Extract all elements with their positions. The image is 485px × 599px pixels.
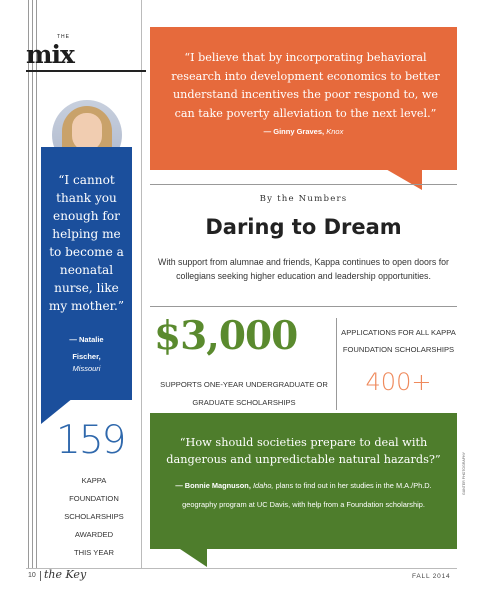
quote-top-text: “I believe that by incorporating behavioral research into development economics to better understand incentives the poor respond to, we can take poverty alleviation to the next level.” [171, 51, 440, 120]
scholarships-label-line: KAPPA [81, 476, 107, 485]
scholarships-label-line: SCHOLARSHIPS [64, 512, 124, 521]
page-number: 10 [28, 572, 36, 579]
scholarship-amount-label: SUPPORTS ONE-YEAR UNDERGRADUATE OR GRADUATE SCHOLARSHIPS [160, 380, 328, 407]
quote-box-side [41, 147, 132, 400]
scholarships-label-line: FOUNDATION [69, 494, 119, 503]
quote-bottom-location: Idaho, [252, 481, 274, 490]
quote-side-location: Missouri [72, 364, 101, 373]
scholarships-label-line: THIS YEAR [74, 548, 114, 557]
quote-top-name: — Ginny Graves, [263, 127, 325, 136]
stat-divider [336, 318, 337, 410]
quote-bottom-text: “How should societies prepare to deal with dangerous and unpredictable natural hazards?” [166, 436, 441, 466]
feature-title: Daring to Dream [205, 215, 402, 239]
issue-date: FALL 2014 [412, 573, 451, 580]
applications-label: APPLICATIONS FOR ALL KAPPA FOUNDATION SCHOLARSHIPS [341, 328, 456, 354]
quote-box-top [150, 27, 457, 170]
magazine-logo: the Key [44, 568, 87, 581]
footer-rule [26, 568, 457, 569]
scholarships-count: 159 [56, 418, 125, 463]
section-logo-word: mix [26, 40, 74, 69]
quote-bottom-name: — Bonnie Magnuson, [175, 481, 251, 490]
left-rule-3 [36, 0, 37, 568]
quote-bottom-detail-text: plans to find out in her studies in the M.A./Ph.D. geography program at UC Davis, with help from a Foundation scholarship. [182, 481, 432, 509]
feature-top-rule [150, 184, 457, 185]
photo-credit: GUNTER PHOTOGRAPHY [462, 452, 466, 495]
quote-side-name-line1: — Natalie [69, 335, 104, 344]
quote-bottom-detail [160, 476, 447, 514]
quote-side-text: “I cannot thank you enough for helping me to become a neonatal nurse, like my mother.” [48, 173, 125, 313]
feature-kicker: By the Numbers [259, 194, 348, 204]
left-rule-2 [32, 0, 33, 568]
section-logo-the: THE [57, 34, 70, 40]
footer-separator [40, 571, 41, 581]
section-logo-rule [26, 70, 146, 72]
feature-intro: With support from alumnae and friends, Kappa continues to open doors for collegians seeking higher education and leadership opportunities. [158, 257, 449, 281]
scholarships-label [44, 472, 144, 562]
quote-box-bottom [150, 413, 457, 549]
quote-bottom-tail [177, 547, 207, 567]
scholarships-label-line: AWARDED [74, 530, 114, 539]
applications-count: 400+ [365, 368, 432, 396]
quote-top-school: Knox [326, 127, 344, 136]
quote-side-name [41, 331, 132, 365]
quote-side-name-line2: Fischer, [72, 352, 101, 361]
left-rule-1 [28, 0, 29, 568]
scholarship-amount: $3,000 [154, 313, 298, 359]
quote-top-tail [384, 168, 422, 190]
feature-bottom-rule [150, 306, 457, 307]
quote-top-attribution [150, 127, 457, 136]
